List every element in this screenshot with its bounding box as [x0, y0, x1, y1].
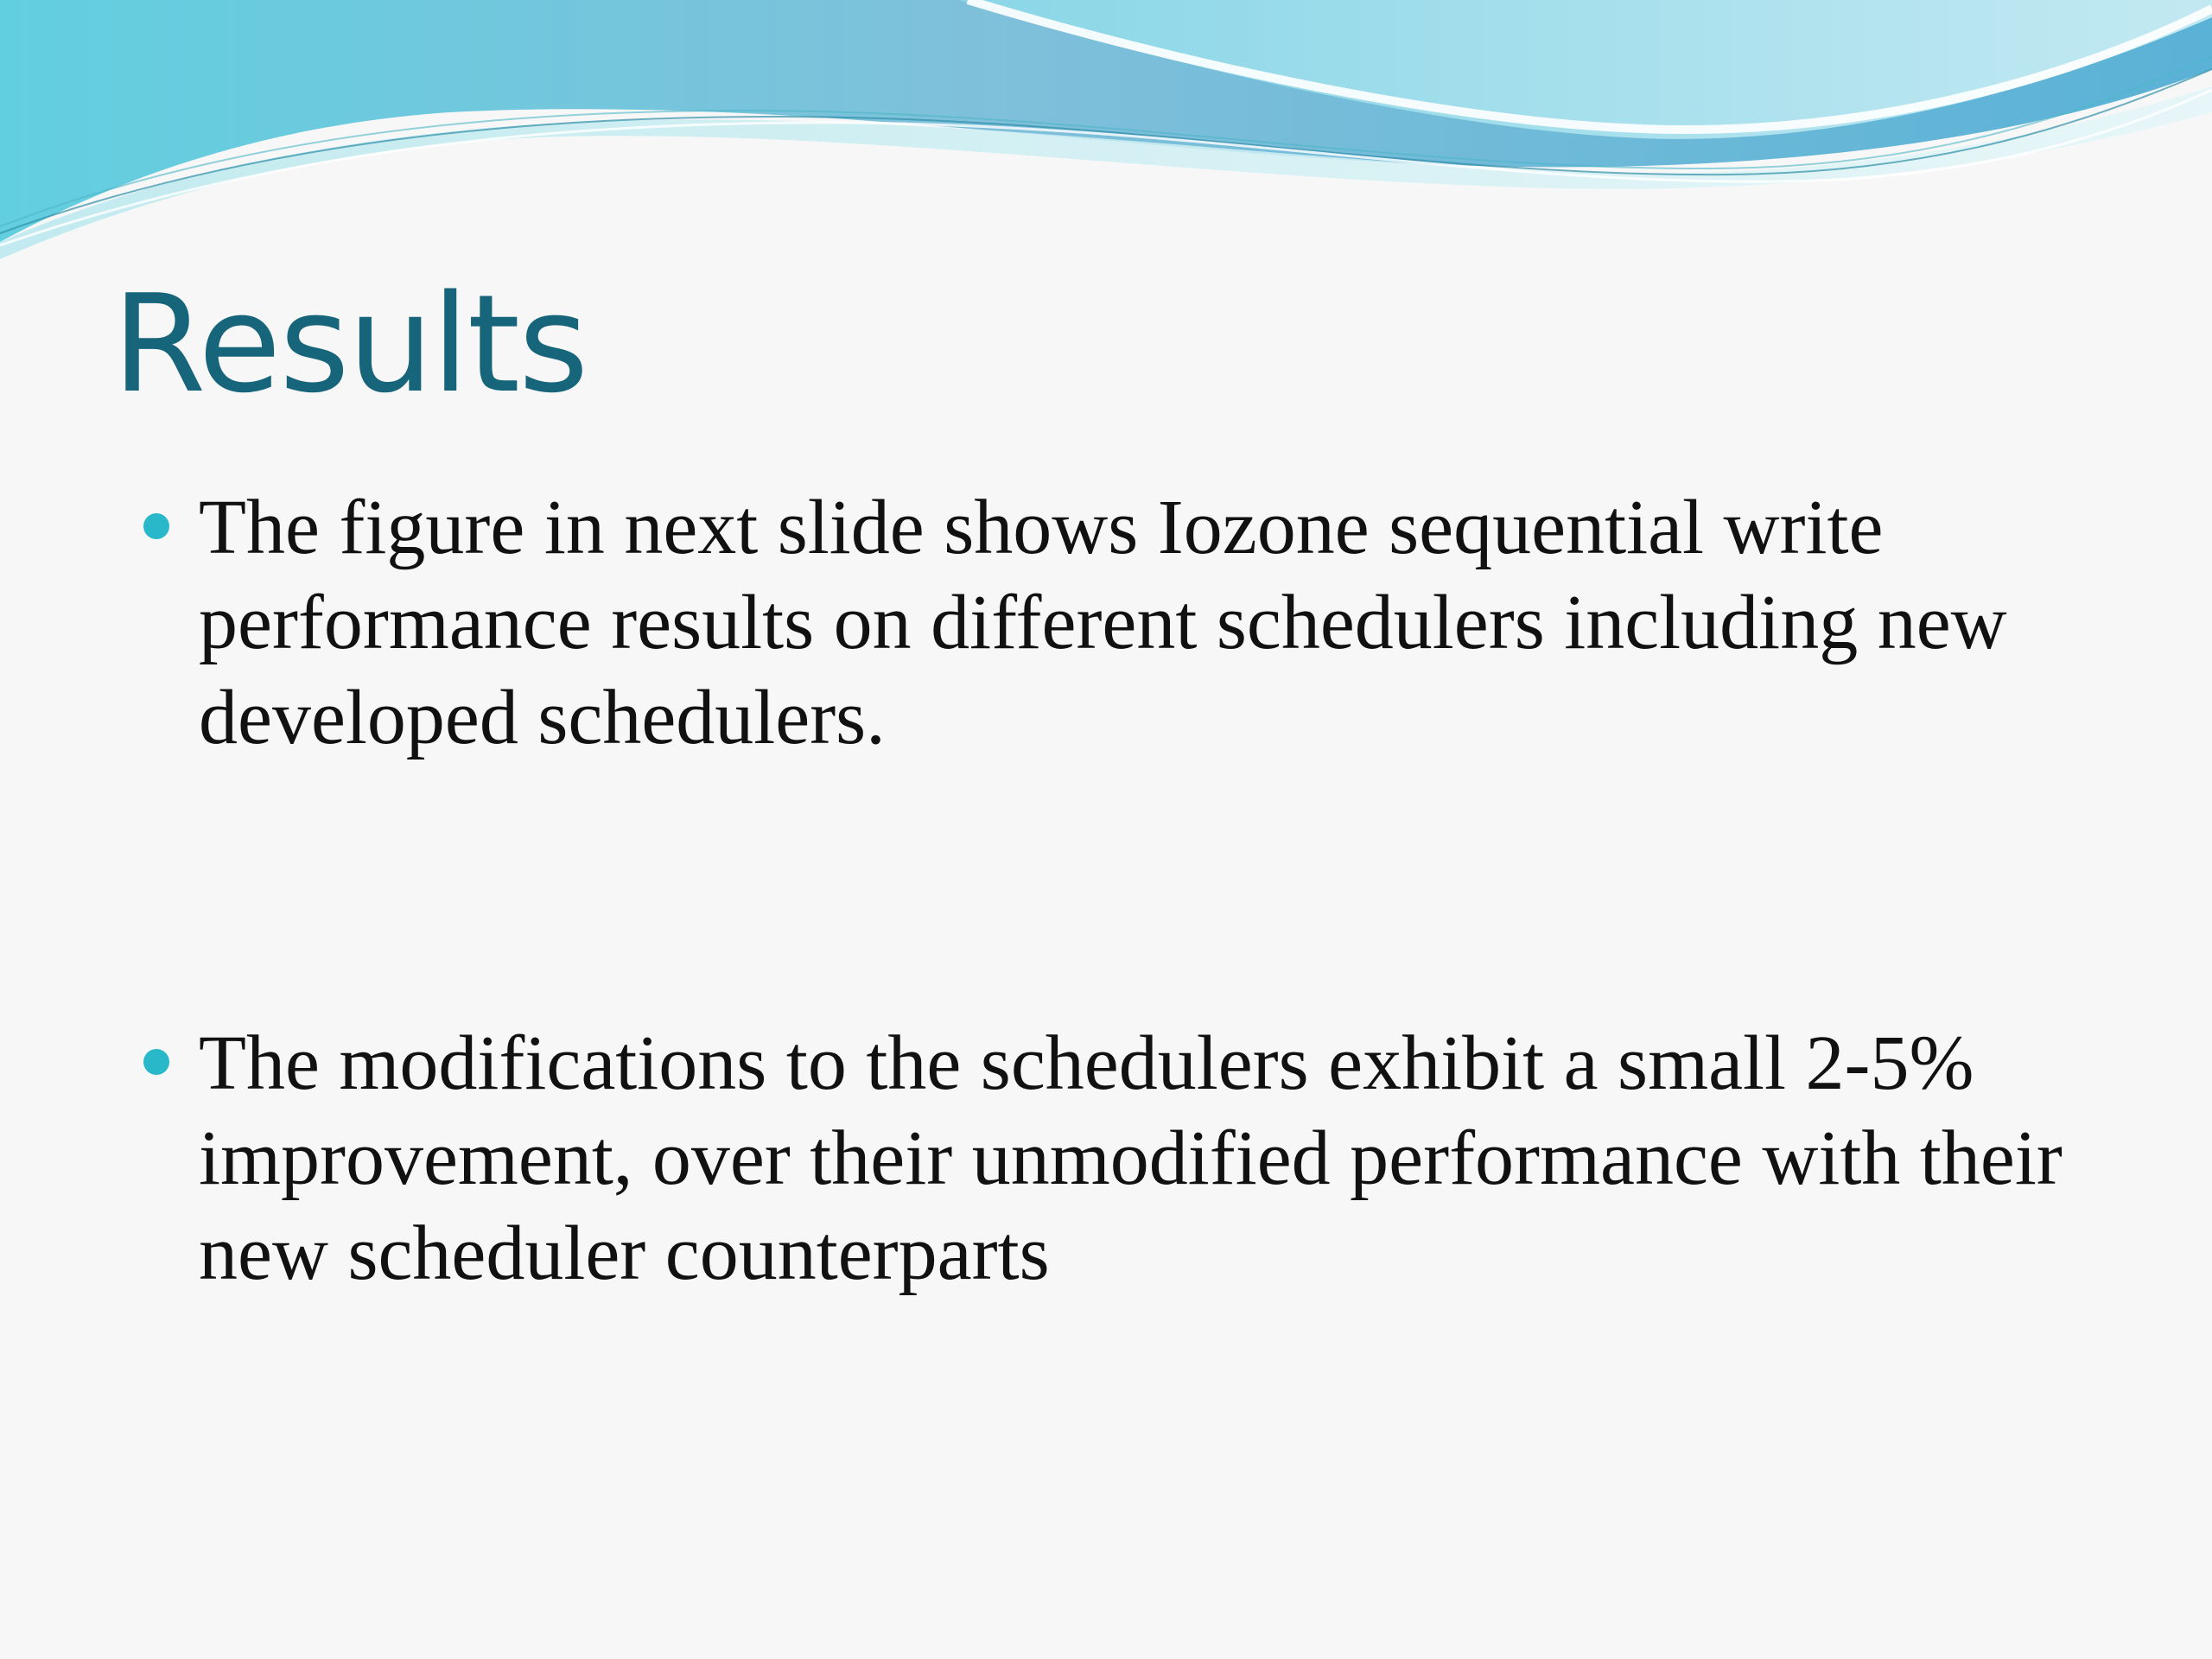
bullet-text: The figure in next slide shows Iozone sequential write performance results on different schedulers including new developed schedulers.: [199, 485, 2007, 760]
bullet-dot-icon: [143, 1049, 169, 1075]
slide-title: Results: [112, 265, 588, 423]
bullet-dot-icon: [143, 513, 169, 539]
bullet-text: The modifications to the schedulers exhibit a small 2-5% improvement, over their unmodified performance with their new scheduler counterparts: [199, 1020, 2063, 1296]
